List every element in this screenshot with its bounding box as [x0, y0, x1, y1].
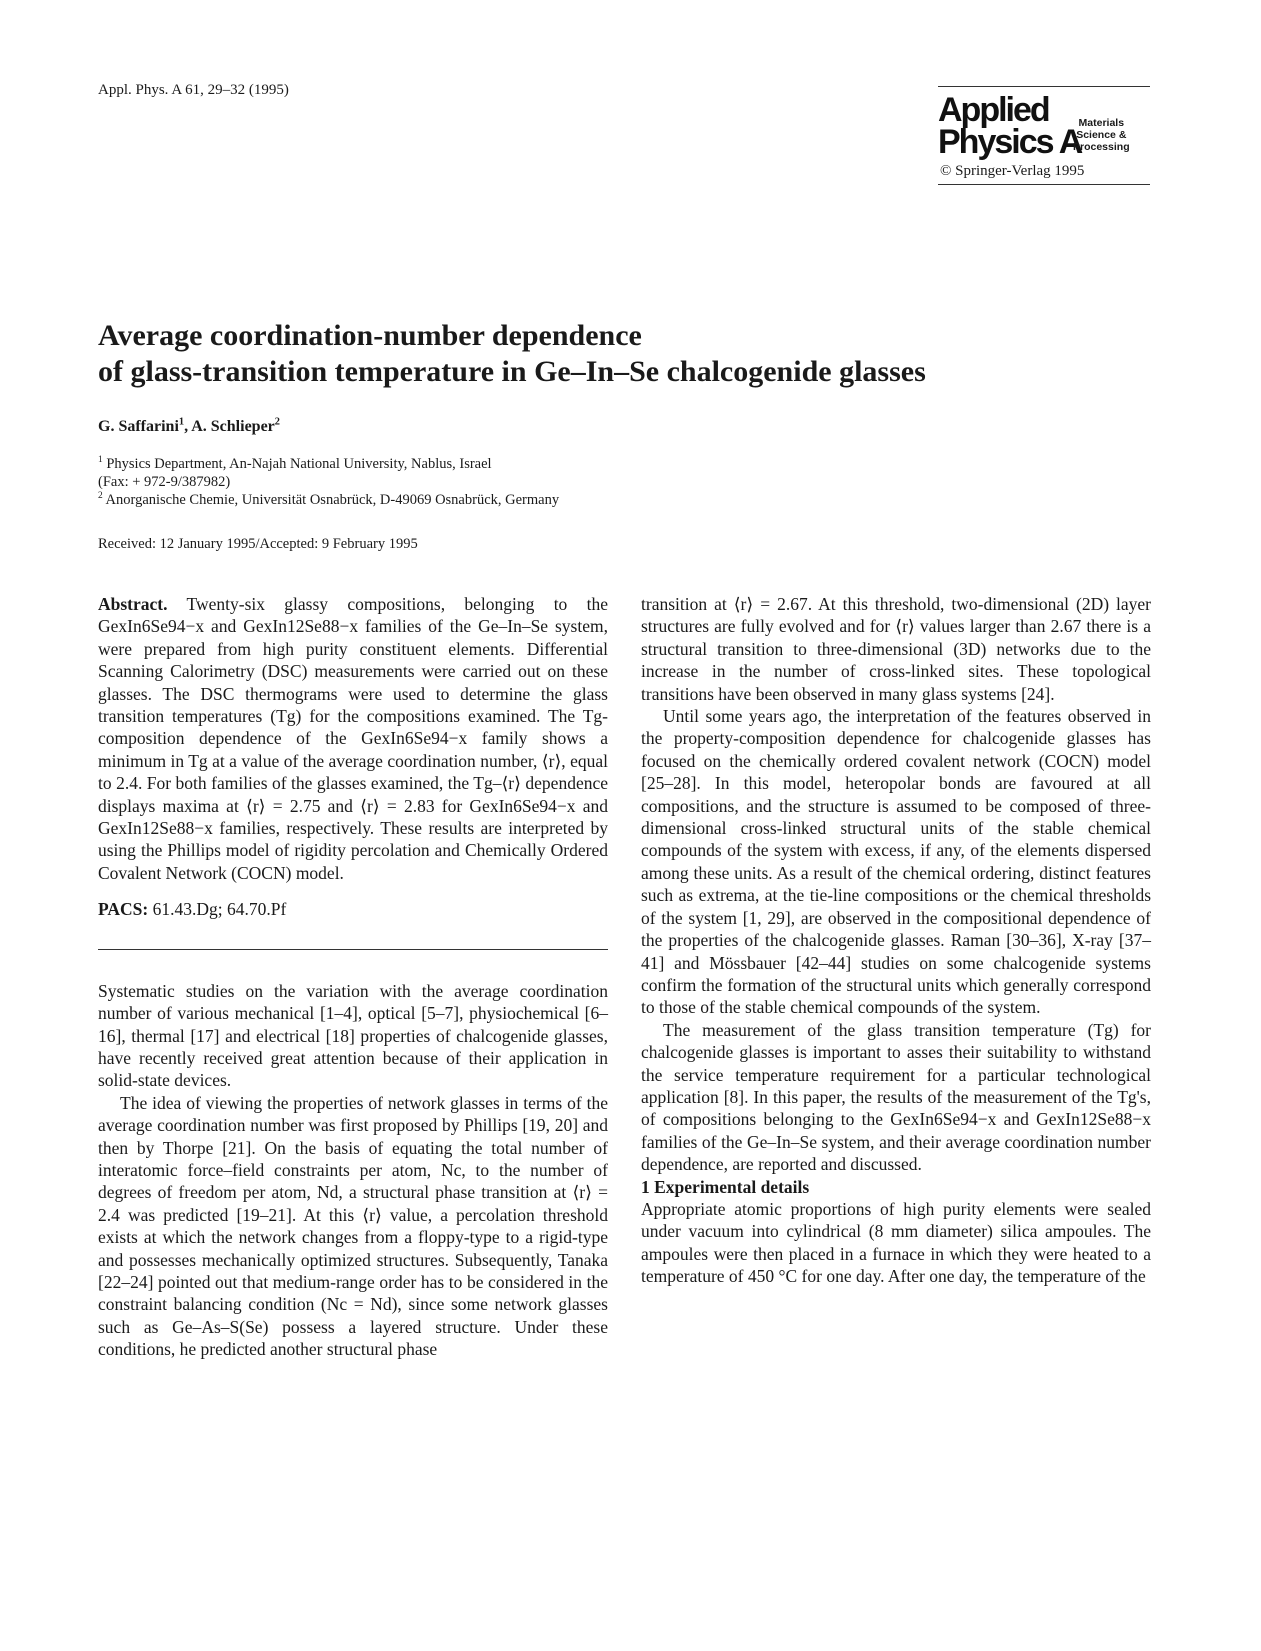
journal-citation: Appl. Phys. A 61, 29–32 (1995) — [98, 82, 289, 98]
article-title — [98, 318, 1148, 390]
body-paragraph-3: transition at ⟨r⟩ = 2.67. At this threshold, two-dimensional (2D) layer structures are fully evolved and for ⟨r⟩ values larger than 2.67 there is a structural transition to three-dimensional (3D) networks due to the increase in the number of cross-linked sites. These topological transitions have been observed in many glass systems [24]. — [641, 594, 1151, 704]
body-paragraph-2: The idea of viewing the properties of network glasses in terms of the average coordination number was first proposed by Phillips [19, 20] and then by Thorpe [21]. On the basis of equating the total number of interatomic force–field constraints per atom, Nc, to the number of degrees of freedom per atom, Nd, a structural phase transition at ⟨r⟩ = 2.4 was predicted [19–21]. At this ⟨r⟩ value, a percolation threshold exists at which the network changes from a floppy-type to a rigid-type and possesses mechanically optimized structures. Subsequently, Tanaka [22–24] pointed out that medium-range order has to be considered in the constraint balancing condition (Nc = Nd), since some network glasses such as Ge–As–S(Se) possess a layered structure. Under these conditions, he predicted another structural phase — [98, 1092, 608, 1360]
author-1: G. Saffarini — [98, 418, 179, 435]
affiliation-2-mark: 2 — [98, 491, 103, 502]
author-1-mark: 1 — [178, 416, 185, 428]
author-2: A. Schlieper — [191, 418, 275, 435]
pacs-label: PACS: — [98, 899, 149, 920]
abstract-text: Twenty-six glassy compositions, belonging to the GexIn6Se94−x and GexIn12Se88−x families of the Ge–In–Se system, were prepared from high purity constituent elements. Differential Scanning Calorimetry (DSC) measurements were carried out on these glasses. The DSC thermograms were used to determine the glass transition temperatures (Tg) for the compositions examined. The Tg-composition dependence of the GexIn6Se94−x family shows a minimum in Tg at a value of the average coordination number, ⟨r⟩, equal to 2.4. For both families of the glasses examined, the Tg–⟨r⟩ dependence displays maxima at ⟨r⟩ = 2.75 and ⟨r⟩ = 2.83 for GexIn6Se94−x and GexIn12Se88−x families, respectively. These results are interpreted by using the Phillips model of rigidity percolation and Chemically Ordered Covalent Network (COCN) model. — [98, 594, 608, 883]
copyright: © Springer-Verlag 1995 — [940, 163, 1085, 179]
logo-brand — [938, 87, 1150, 159]
fax: (Fax: + 972-9/387982) — [98, 474, 231, 490]
affiliation-1-mark: 1 — [98, 455, 103, 466]
section-heading: 1 Experimental details — [641, 1176, 810, 1197]
body-paragraph-5: The measurement of the glass transition temperature (Tg) for chalcogenide glasses is important to asses their suitability to withstand the service temperature requirement for a particular technological application [8]. In this paper, the results of the measurement of the Tg's, of compositions belonging to the GexIn6Se94−x and GexIn12Se88−x families of the Ge–In–Se system, and their average coordination number dependence, are reported and discussed. — [641, 1019, 1151, 1175]
affiliation-2-text: Anorganische Chemie, Universität Osnabrück, D-49069 Osnabrück, Germany — [105, 492, 560, 508]
body-paragraph-4: Until some years ago, the interpretation of the features observed in the property-composition dependence for chalcogenide glasses has focused on the chemically ordered covalent network (COCN) model [25–28]. In this model, heteropolar bonds are favoured at all compositions, and the structure is assumed to be composed of three-dimensional cross-linked structural units of the stable chemical compounds of the system with excess, if any, of the elements dispersed among these units. As a result of the chemical ordering, distinct features such as extrema, at the tie-line compositions or the chemical thresholds of the system [1, 29], are observed in the compositional dependence of the properties of the chalcogenide glasses. Raman [30–36], X-ray [37–41] and Mössbauer [42–44] studies on some chalcogenide systems confirm the formation of the structural units which generally correspond to those of the stable chemical compounds of the system. — [641, 706, 1151, 1018]
pacs — [98, 898, 608, 920]
authors: G. Saffarini$^1$, A. Schlieper$^2$ — [98, 416, 280, 435]
affiliation-1 — [98, 455, 559, 473]
right-column — [641, 593, 1151, 1288]
received-dates: Received: 12 January 1995/Accepted: 9 February 1995 — [98, 536, 418, 552]
logo-subtitle-1: Materials — [1078, 117, 1125, 129]
logo-word-physics-a: Physics A — [938, 123, 1082, 161]
body-paragraph-6: Appropriate atomic proportions of high purity elements were sealed under vacuum into cylindrical (8 mm diameter) silica ampoules. The ampoules were then placed in a furnace in which they were heated to a temperature of 450 °C for one day. After one day, the temperature of the — [641, 1198, 1151, 1287]
abstract-divider — [98, 949, 608, 950]
journal-logo — [938, 86, 1150, 185]
abstract-label: Abstract. — [98, 594, 168, 614]
logo-subtitle — [1073, 117, 1130, 153]
author-2-mark: 2 — [274, 416, 280, 428]
pacs-codes: 61.43.Dg; 64.70.Pf — [152, 899, 287, 920]
affiliation-1-text: Physics Department, An-Najah National University, Nablus, Israel — [106, 456, 492, 472]
affiliations — [98, 455, 559, 509]
title-line-2: of glass-transition temperature in Ge–In–Se chalcogenide glasses — [98, 355, 926, 388]
logo-subtitle-2: Science & — [1076, 129, 1127, 141]
logo-subtitle-3: Processing — [1073, 141, 1130, 153]
logo-bottom-rule — [938, 184, 1150, 185]
affiliation-2 — [98, 491, 559, 509]
logo-word-applied: Applied — [938, 91, 1049, 129]
left-column — [98, 593, 608, 1361]
abstract — [98, 593, 608, 884]
body-paragraph-1: Systematic studies on the variation with the average coordination number of various mechanical [1–4], optical [5–7], physiochemical [6–16], thermal [17] and electrical [18] properties of chalcogenide glasses, have recently received great attention because of their application in solid-state devices. — [98, 980, 608, 1091]
title-line-1: Average coordination-number dependence — [98, 319, 642, 352]
